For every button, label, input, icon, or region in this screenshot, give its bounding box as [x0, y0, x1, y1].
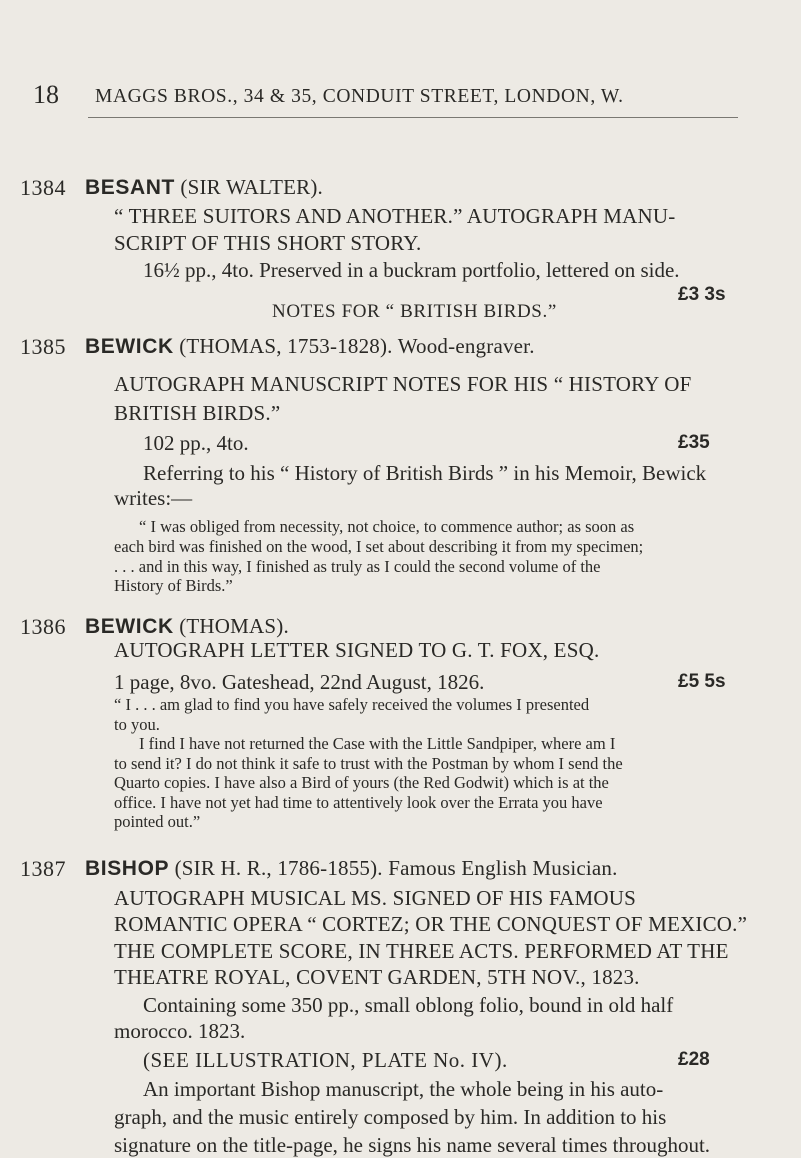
quote-line: pointed out.”: [114, 812, 201, 831]
author-name: BEWICK: [85, 335, 174, 358]
header-title: MAGGS BROS., 34 & 35, CONDUIT STREET, LONDON, W.: [95, 86, 624, 107]
author-details: (SIR H. R., 1786-1855). Famous English Musician.: [169, 856, 618, 880]
plate-reference: (SEE ILLUSTRATION, PLATE No. IV).: [143, 1048, 508, 1072]
title-line: AUTOGRAPH MANUSCRIPT NOTES FOR HIS “ HISTORY OF: [114, 372, 692, 396]
price: £5 5s: [678, 671, 726, 692]
note-line: graph, and the music entirely composed by him. In addition to his: [114, 1105, 667, 1129]
quote-line: “ I . . . am glad to find you have safely received the volumes I presented: [114, 695, 590, 714]
note-line: signature on the title-page, he signs his name several times throughout.: [114, 1133, 711, 1157]
title-line: AUTOGRAPH LETTER SIGNED TO G. T. FOX, ESQ.: [114, 638, 600, 662]
quote-line: I find I have not returned the Case with the Little Sandpiper, where am I: [139, 734, 616, 753]
author-name: BESANT: [85, 176, 175, 199]
title-line: SCRIPT OF THIS SHORT STORY.: [114, 231, 422, 255]
entry-heading: [85, 614, 289, 639]
quote-line: . . . and in this way, I finished as truly as I could the second volume of the: [114, 557, 601, 576]
description-line: Referring to his “ History of British Birds ” in his Memoir, Bewick: [143, 461, 707, 485]
quote-line: to you.: [114, 715, 160, 734]
quote-line: each bird was finished on the wood, I set about describing it from my specimen;: [114, 537, 644, 556]
lot-number: 1385: [20, 334, 66, 359]
title-line: “ THREE SUITORS AND ANOTHER.” AUTOGRAPH MANU-: [114, 204, 676, 228]
description-line: Containing some 350 pp., small oblong folio, bound in old half: [143, 993, 674, 1017]
description-line: writes:—: [114, 486, 193, 510]
author-name: BISHOP: [85, 857, 170, 880]
author-details: (THOMAS, 1753-1828). Wood-engraver.: [173, 334, 535, 358]
quote-line: “ I was obliged from necessity, not choice, to commence author; as soon as: [139, 517, 635, 536]
author-details: (SIR WALTER).: [174, 175, 324, 199]
lot-number: 1387: [20, 856, 66, 881]
price: £28: [678, 1049, 710, 1070]
section-heading: NOTES FOR “ BRITISH BIRDS.”: [272, 301, 557, 322]
entry-heading: [85, 334, 535, 359]
title-line: THEATRE ROYAL, COVENT GARDEN, 5TH NOV., 1823.: [114, 965, 640, 989]
price: £35: [678, 432, 710, 453]
collation: 102 pp., 4to.: [143, 431, 249, 455]
note-line: An important Bishop manuscript, the whole being in his auto-: [143, 1077, 664, 1101]
quote-line: History of Birds.”: [114, 576, 233, 595]
title-line: BRITISH BIRDS.”: [114, 401, 281, 425]
description-line: morocco. 1823.: [114, 1019, 246, 1043]
running-header: [0, 80, 801, 120]
page-number: 18: [33, 80, 59, 109]
title-line: THE COMPLETE SCORE, IN THREE ACTS. PERFORMED AT THE: [114, 939, 729, 963]
title-line: AUTOGRAPH MUSICAL MS. SIGNED OF HIS FAMOUS: [114, 886, 637, 910]
entry-heading: [85, 856, 618, 881]
entry-heading: [85, 175, 323, 200]
lot-number: 1386: [20, 614, 66, 639]
lot-number: 1384: [20, 175, 66, 200]
quote-line: to send it? I do not think it safe to trust with the Postman by whom I send the: [114, 754, 623, 773]
title-line: ROMANTIC OPERA “ CORTEZ; OR THE CONQUEST OF MEXICO.”: [114, 912, 748, 936]
collation: 1 page, 8vo. Gateshead, 22nd August, 1826.: [114, 670, 485, 694]
quote-line: Quarto copies. I have also a Bird of yours (the Red Godwit) which is at the: [114, 773, 609, 792]
author-name: BEWICK: [85, 615, 174, 638]
author-details: (THOMAS).: [173, 614, 289, 638]
description-line: 16½ pp., 4to. Preserved in a buckram portfolio, lettered on side.: [143, 258, 680, 282]
price: £3 3s: [678, 284, 726, 305]
quote-line: office. I have not yet had time to attentively look over the Errata you have: [114, 793, 603, 812]
header-rule: [88, 117, 738, 118]
